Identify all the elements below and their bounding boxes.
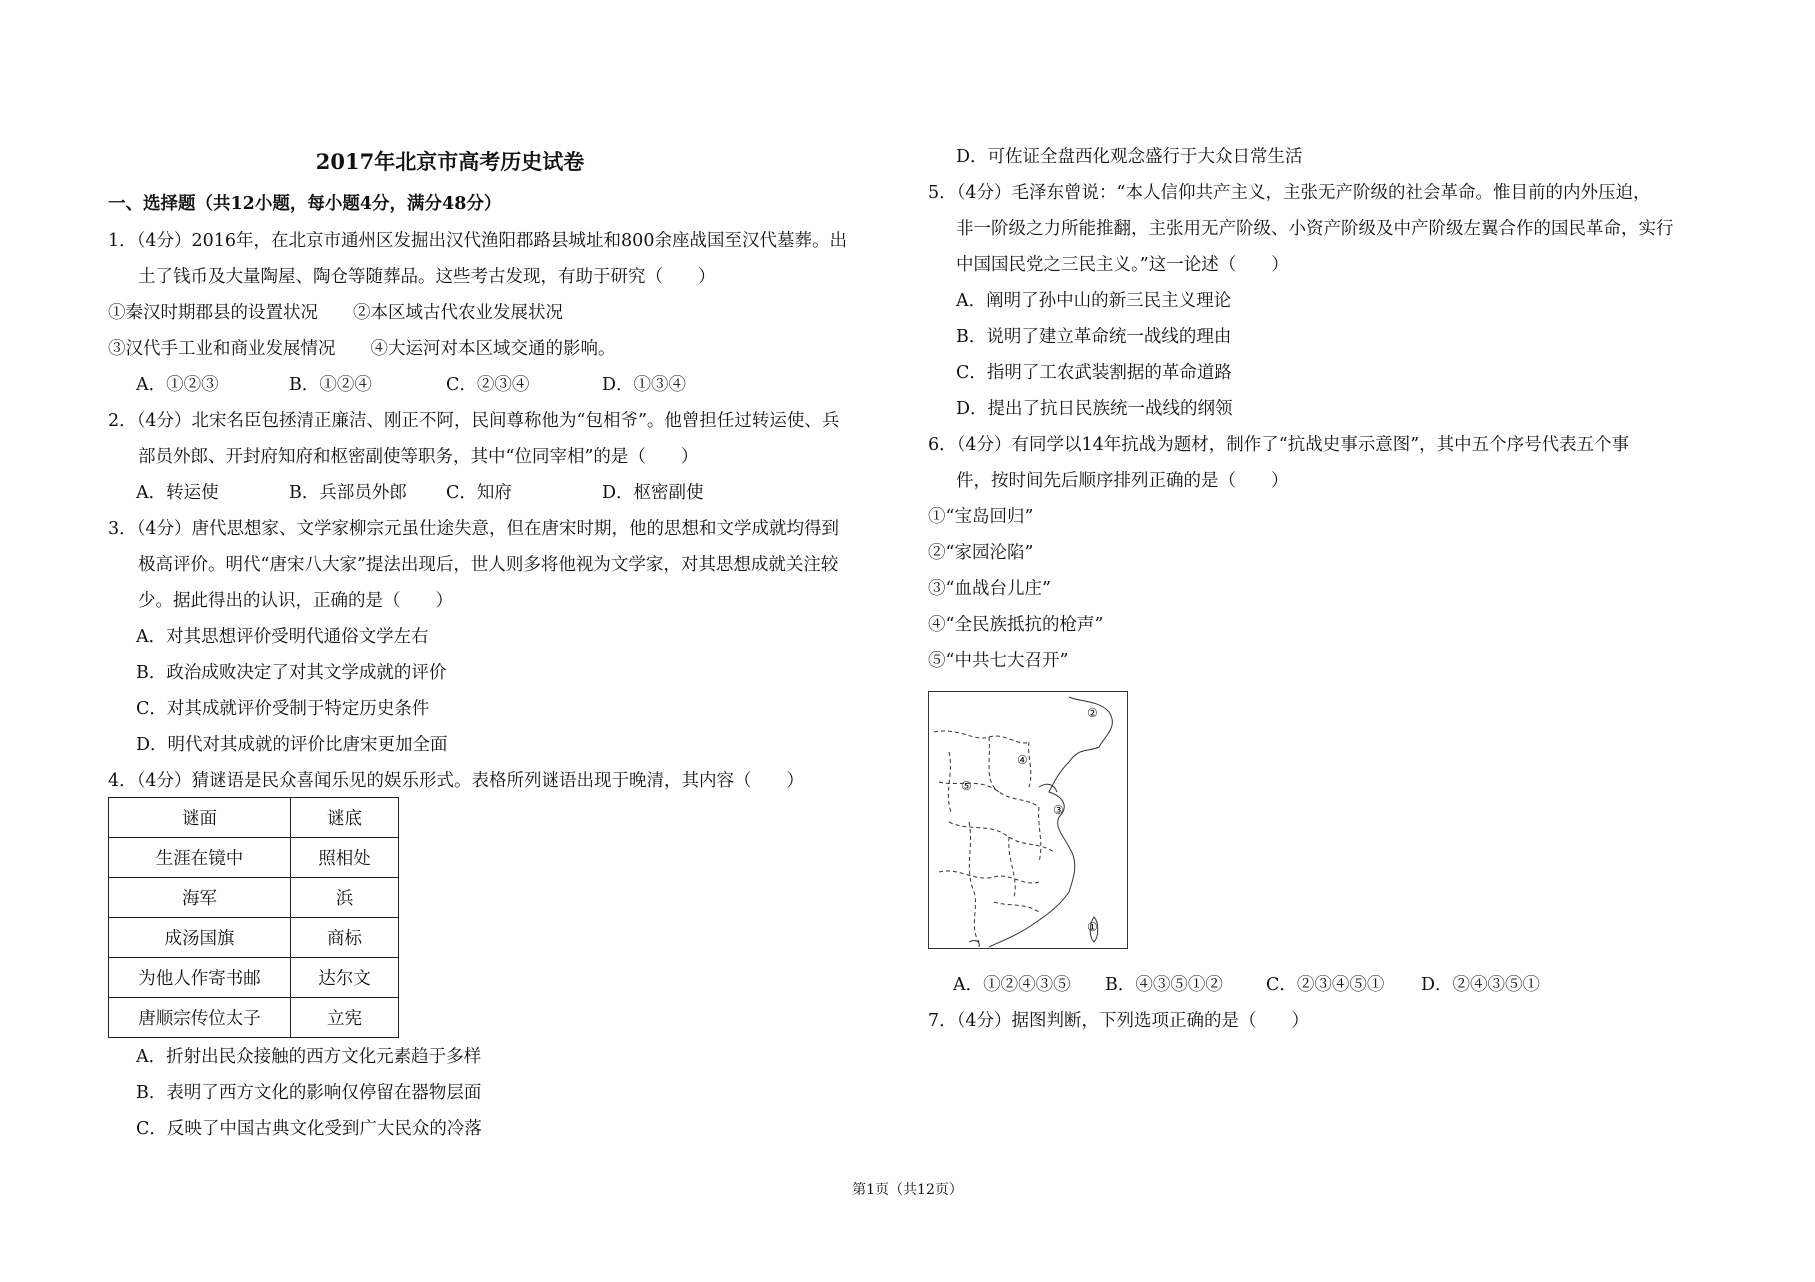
- q6-item-4: ④“全民族抵抗的枪声”: [928, 615, 1104, 635]
- q1-stem-cont: 土了钱币及大量陶屋、陶仓等随葬品。这些考古发现，有助于研究（ ）: [138, 267, 716, 287]
- table-header-cell: 谜面: [109, 798, 291, 838]
- q6-item-2: ②“家园沦陷”: [928, 543, 1034, 563]
- q4-option-b[interactable]: B．表明了西方文化的影响仅停留在器物层面: [136, 1083, 482, 1103]
- q3-option-d[interactable]: D．明代对其成就的评价比唐宋更加全面: [136, 735, 448, 755]
- table-header-cell: 谜底: [291, 798, 399, 838]
- q3-stem-cont: 极高评价。明代“唐宋八大家”提法出现后，世人则多将他视为文学家，对其思想成就关注较: [138, 555, 839, 575]
- table-cell: 成汤国旗: [109, 918, 291, 958]
- q2-option-c[interactable]: C．知府: [446, 483, 512, 503]
- q2-stem: 2．（4分）北宋名臣包拯清正廉洁、刚正不阿，民间尊称他为“包相爷”。他曾担任过转运使、兵: [108, 411, 840, 431]
- q5-stem-cont2: 中国国民党之三民主义。”这一论述（ ）: [956, 255, 1289, 275]
- q5-option-d[interactable]: D．提出了抗日民族统一战线的纲领: [956, 399, 1233, 419]
- q6-item-3: ③“血战台儿庄”: [928, 579, 1051, 599]
- q1-stem: 1．（4分）2016年，在北京市通州区发掘出汉代渔阳郡路县城址和800余座战国至汉代墓葬。出: [108, 231, 847, 251]
- table-row: [109, 958, 399, 998]
- table-cell: 商标: [291, 918, 399, 958]
- q2-option-a[interactable]: A．转运使: [136, 483, 219, 503]
- map-mark-2: ②: [1087, 706, 1098, 720]
- table-header-row: [109, 798, 399, 838]
- table-cell: 立宪: [291, 998, 399, 1038]
- section-heading: 一、选择题（共12小题，每小题4分，满分48分）: [108, 194, 502, 214]
- riddle-table: [108, 797, 399, 1038]
- q6-stem-cont: 件，按时间先后顺序排列正确的是（ ）: [956, 471, 1289, 491]
- q1-items-34: ③汉代手工业和商业发展情况 ④大运河对本区域交通的影响。: [108, 339, 616, 359]
- table-row: [109, 918, 399, 958]
- q2-stem-cont: 部员外郎、开封府知府和枢密副使等职务，其中“位同宰相”的是（ ）: [138, 447, 699, 467]
- q6-option-a[interactable]: A．①②④③⑤: [953, 975, 1071, 995]
- q5-stem: 5．（4分）毛泽东曾说：“本人信仰共产主义，主张无产阶级的社会革命。惟目前的内外压迫，: [928, 183, 1651, 203]
- q6-option-d[interactable]: D．②④③⑤①: [1421, 975, 1541, 995]
- table-cell: 为他人作寄书邮: [109, 958, 291, 998]
- q6-stem: 6．（4分）有同学以14年抗战为题材，制作了“抗战史事示意图”，其中五个序号代表五个事: [928, 435, 1630, 455]
- page-title: 2017年北京市高考历史试卷: [315, 149, 585, 174]
- q1-option-a[interactable]: A．①②③: [136, 375, 219, 395]
- q5-option-a[interactable]: A．阐明了孙中山的新三民主义理论: [956, 291, 1232, 311]
- page-footer: 第1页（共12页）: [852, 1182, 963, 1198]
- q1-option-d[interactable]: D．①③④: [602, 375, 687, 395]
- q2-option-d[interactable]: D．枢密副使: [602, 483, 704, 503]
- q2-option-b[interactable]: B．兵部员外郎: [289, 483, 407, 503]
- q4-option-a[interactable]: A．折射出民众接触的西方文化元素趋于多样: [136, 1047, 482, 1067]
- map-mark-4: ④: [1017, 753, 1028, 767]
- table-cell: 照相处: [291, 838, 399, 878]
- q3-option-b[interactable]: B．政治成败决定了对其文学成就的评价: [136, 663, 447, 683]
- q6-item-1: ①“宝岛回归”: [928, 507, 1034, 527]
- table-row: [109, 998, 399, 1038]
- q5-option-c[interactable]: C．指明了工农武装割据的革命道路: [956, 363, 1232, 383]
- map-outline-svg: [929, 692, 1127, 948]
- q3-option-c[interactable]: C．对其成就评价受制于特定历史条件: [136, 699, 430, 719]
- map-mark-5: ⑤: [961, 779, 972, 793]
- q1-option-b[interactable]: B．①②④: [289, 375, 372, 395]
- table-cell: 唐顺宗传位太子: [109, 998, 291, 1038]
- q3-stem-cont2: 少。据此得出的认识，正确的是（ ）: [138, 591, 453, 611]
- q3-stem: 3．（4分）唐代思想家、文学家柳宗元虽仕途失意，但在唐宋时期，他的思想和文学成就均得到: [108, 519, 840, 539]
- table-cell: 浜: [291, 878, 399, 918]
- q6-option-b[interactable]: B．④③⑤①②: [1105, 975, 1223, 995]
- q4-stem: 4．（4分）猜谜语是民众喜闻乐见的娱乐形式。表格所列谜语出现于晚清，其内容（ ）: [108, 771, 805, 791]
- table-cell: 生涯在镜中: [109, 838, 291, 878]
- table-row: [109, 878, 399, 918]
- table-cell: 达尔文: [291, 958, 399, 998]
- table-cell: 海军: [109, 878, 291, 918]
- q5-option-b[interactable]: B．说明了建立革命统一战线的理由: [956, 327, 1232, 347]
- map-mark-3: ③: [1053, 803, 1064, 817]
- q3-option-a[interactable]: A．对其思想评价受明代通俗文学左右: [136, 627, 429, 647]
- table-row: [109, 838, 399, 878]
- map-mark-1: ①: [1087, 920, 1098, 934]
- q1-items-12: ①秦汉时期郡县的设置状况 ②本区域古代农业发展状况: [108, 303, 563, 323]
- q4-option-c[interactable]: C．反映了中国古典文化受到广大民众的冷落: [136, 1119, 482, 1139]
- q1-option-c[interactable]: C．②③④: [446, 375, 530, 395]
- q4-option-d[interactable]: D．可佐证全盘西化观念盛行于大众日常生活: [956, 147, 1303, 167]
- q6-option-c[interactable]: C．②③④⑤①: [1266, 975, 1385, 995]
- war-map-figure: [928, 691, 1128, 949]
- q5-stem-cont: 非一阶级之力所能推翻，主张用无产阶级、小资产阶级及中产阶级左翼合作的国民革命，实行: [956, 219, 1674, 239]
- q6-item-5: ⑤“中共七大召开”: [928, 651, 1069, 671]
- q7-stem: 7．（4分）据图判断，下列选项正确的是（ ）: [928, 1011, 1310, 1031]
